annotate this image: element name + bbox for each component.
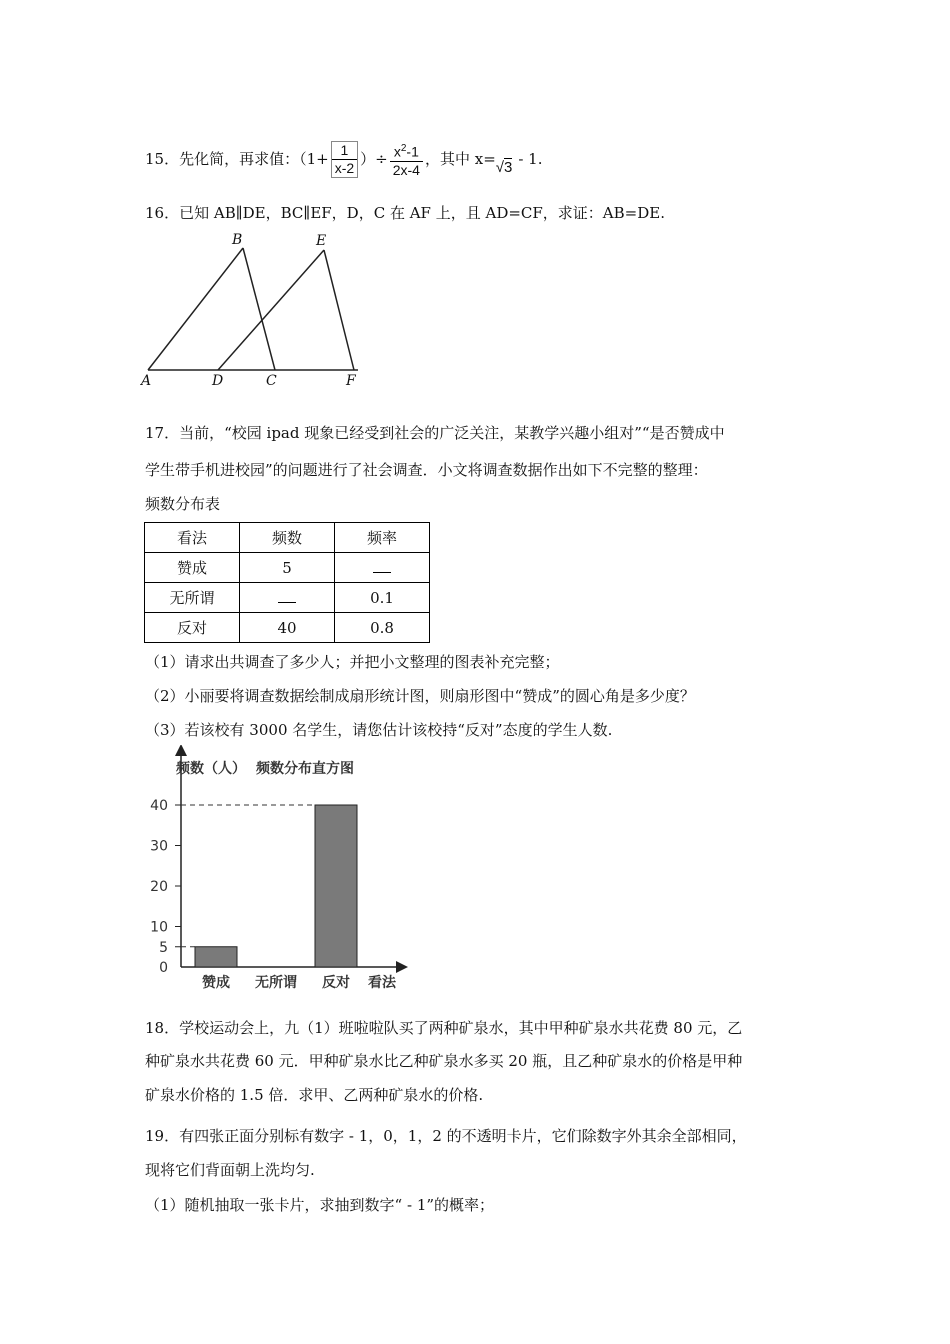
- x-axis-label: 看法: [368, 975, 396, 991]
- q15-fraction-2: [390, 140, 423, 179]
- q19-line2: 现将它们背面朝上洗均匀.: [145, 1161, 315, 1179]
- label-E: E: [316, 233, 327, 249]
- table-row: [145, 553, 430, 583]
- header-view: 看法: [145, 523, 240, 553]
- cell-view: 无所谓: [145, 583, 240, 613]
- q15-frac2-rest: -1: [406, 143, 419, 160]
- label-B: B: [232, 232, 243, 248]
- q19-line1: 19．有四张正面分别标有数字 - 1，0，1，2 的不透明卡片，它们除数字外其余全部相同，: [145, 1127, 747, 1145]
- x-tick-label: 反对: [322, 975, 350, 991]
- q15-fraction-1: [331, 141, 358, 178]
- y-tick-label: 10: [150, 919, 168, 936]
- q15-frac2-exponent: 2: [400, 143, 407, 154]
- y-axis-label: 频数（人）: [176, 761, 246, 777]
- label-D: D: [212, 373, 224, 389]
- cell-count-blank: [240, 583, 335, 613]
- blank-line: [373, 560, 391, 573]
- blank-line: [278, 590, 296, 603]
- line-AB: [148, 248, 243, 370]
- sqrt-value: 3: [504, 159, 513, 177]
- q15-sqrt: [496, 158, 513, 178]
- cell-rate: 0.1: [335, 583, 430, 613]
- y-tick-label: 40: [150, 798, 168, 814]
- cell-rate-blank: [335, 553, 430, 583]
- line-EF: [324, 250, 354, 370]
- cell-view: 反对: [145, 613, 240, 643]
- q15-frac1-numerator: 1: [340, 141, 349, 158]
- histogram-chart: [140, 745, 410, 995]
- q15-line: [145, 140, 543, 179]
- q15-frac2-denominator: 2x-4: [390, 161, 423, 179]
- y-tick-label: 5: [159, 939, 168, 956]
- y-tick-label: 20: [150, 879, 168, 895]
- cell-rate: 0.8: [335, 613, 430, 643]
- y-ticks: [150, 798, 181, 976]
- q15-frac2-numerator: [391, 140, 422, 161]
- x-tick-label: 无所谓: [255, 975, 297, 991]
- frequency-table: [144, 522, 430, 643]
- cell-view: 赞成: [145, 553, 240, 583]
- y-tick-label: 30: [150, 838, 168, 855]
- table-row: [145, 583, 430, 613]
- label-F: F: [346, 373, 356, 389]
- sqrt-sign: √: [495, 159, 504, 177]
- x-tick-label: 赞成: [202, 975, 230, 991]
- q18-line2: 种矿泉水共花费 60 元．甲种矿泉水比乙种矿泉水多买 20 瓶，且乙种矿泉水的价格是甲种: [145, 1052, 743, 1070]
- cell-count: 40: [240, 613, 335, 643]
- table-header-row: [145, 523, 430, 553]
- y-tick-label: 0: [159, 960, 168, 976]
- bar-2: [315, 805, 357, 967]
- q15-frac2-base: x: [393, 143, 401, 160]
- q19-sub1: （1）随机抽取一张卡片，求抽到数字“ - 1”的概率；: [145, 1196, 495, 1214]
- x-tick-labels: [202, 974, 350, 991]
- q18-line3: 矿泉水价格的 1.5 倍．求甲、乙两种矿泉水的价格.: [145, 1086, 484, 1104]
- table-title: 频数分布表: [145, 495, 221, 513]
- bars: [181, 805, 357, 967]
- q15-suffix1: ，其中 x=: [424, 150, 496, 169]
- label-A: A: [141, 373, 152, 389]
- q15-frac1-denominator: x-2: [332, 159, 357, 177]
- q15-prefix: 15．先化简，再求值：（1+: [145, 150, 329, 169]
- q16-text: 16．已知 AB∥DE，BC∥EF，D，C 在 AF 上，且 AD=CF，求证：AB=DE.: [145, 204, 665, 222]
- q15-suffix2: - 1.: [518, 150, 543, 169]
- q17-sub2: （2）小丽要将调查数据绘制成扇形统计图，则扇形图中“赞成”的圆心角是多少度？: [145, 687, 695, 705]
- table-row: [145, 613, 430, 643]
- label-C: C: [266, 373, 277, 389]
- chart-title: 频数分布直方图: [256, 761, 354, 777]
- cell-count: 5: [240, 553, 335, 583]
- q17-line1: 17．当前，“校园 ipad 现象已经受到社会的广泛关注，某教学兴趣小组对”“是否赞成中: [145, 424, 725, 442]
- q17-sub3: （3）若该校有 3000 名学生，请您估计该校持“反对”态度的学生人数.: [145, 721, 613, 739]
- header-count: 频数: [240, 523, 335, 553]
- q17-sub1: （1）请求出共调查了多少人；并把小文整理的图表补充完整；: [145, 653, 560, 671]
- header-rate: 频率: [335, 523, 430, 553]
- line-BC: [243, 248, 275, 370]
- q16-geometry-figure: [140, 228, 370, 390]
- q17-line2: 学生带手机进校园”的问题进行了社会调查．小文将调查数据作出如下不完整的整理：: [145, 461, 708, 479]
- q15-mid: ）÷: [360, 150, 388, 169]
- bar-0: [195, 947, 237, 967]
- q18-line1: 18．学校运动会上，九（1）班啦啦队买了两种矿泉水，其中甲种矿泉水共花费 80 元，乙: [145, 1019, 743, 1037]
